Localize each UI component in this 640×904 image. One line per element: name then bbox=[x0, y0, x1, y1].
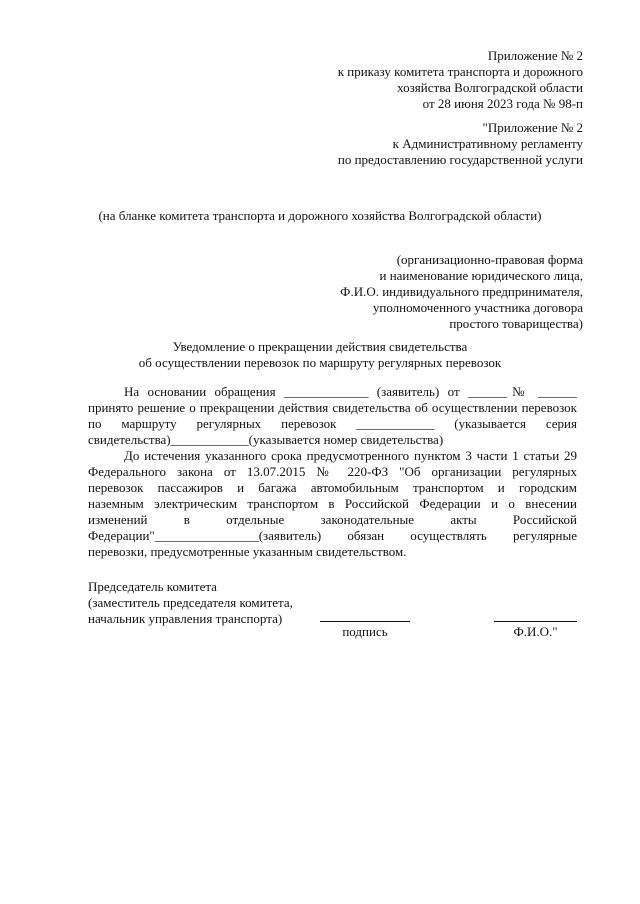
body-line: До истечения указанного срока предусмотренного пунктом 3 части 1 статьи 29 bbox=[124, 448, 577, 463]
name-label: Ф.И.О." bbox=[513, 624, 558, 639]
body-line: наземным электрическим транспортом в Российской Федерации и о внесении bbox=[88, 496, 577, 511]
position-line: Председатель комитета bbox=[88, 579, 217, 594]
title-line: об осуществлении перевозок по маршруту регулярных перевозок bbox=[138, 355, 502, 370]
body-line: изменений в отдельные законодательные акты Российской bbox=[88, 512, 577, 527]
addressee-line: простого товарищества) bbox=[449, 316, 583, 331]
position-line: начальник управления транспорта) bbox=[88, 611, 283, 626]
signature-line bbox=[320, 621, 410, 622]
addressee-line: и наименование юридического лица, bbox=[379, 268, 583, 283]
appendix-line: от 28 июня 2023 года № 98-п bbox=[422, 96, 583, 111]
name-line bbox=[494, 621, 577, 622]
body-line: свидетельства)____________(указывается номер свидетельства) bbox=[88, 432, 444, 447]
regulation-line: к Административному регламенту bbox=[392, 136, 583, 151]
appendix-line: Приложение № 2 bbox=[487, 48, 583, 63]
regulation-line: по предоставлению государственной услуги bbox=[337, 152, 583, 167]
letterhead-note: (на бланке комитета транспорта и дорожного хозяйства Волгоградской области) bbox=[98, 208, 542, 223]
signature-label: подпись bbox=[342, 624, 388, 639]
body-line: перевозки, предусмотренные указанным свидетельством. bbox=[88, 544, 407, 559]
regulation-line: "Приложение № 2 bbox=[482, 120, 583, 135]
appendix-line: хозяйства Волгоградской области bbox=[397, 80, 583, 95]
body-line: На основании обращения _____________ (заявитель) от ______№ ______ bbox=[124, 384, 577, 399]
title-line: Уведомление о прекращении действия свидетельства bbox=[172, 339, 468, 354]
position-line: (заместитель председателя комитета, bbox=[88, 595, 293, 610]
body-line: принято решение о прекращении действия свидетельства об осуществлении перевозок bbox=[88, 400, 577, 415]
addressee-line: (организационно-правовая форма bbox=[396, 252, 583, 267]
addressee-line: уполномоченного участника договора bbox=[372, 300, 583, 315]
appendix-line: к приказу комитета транспорта и дорожного bbox=[337, 64, 583, 79]
addressee-line: Ф.И.О. индивидуального предпринимателя, bbox=[340, 284, 583, 299]
body-line: по маршруту регулярных перевозок ____________ (указывается серия bbox=[88, 416, 577, 431]
body-line: Федерации"________________(заявитель) обязан осуществлять регулярные bbox=[88, 528, 577, 543]
body-line: Федерального закона от 13.07.2015 № 220-ФЗ "Об организации регулярных bbox=[88, 464, 577, 479]
body-line: перевозок пассажиров и багажа автомобильным транспортом и городским bbox=[88, 480, 577, 495]
